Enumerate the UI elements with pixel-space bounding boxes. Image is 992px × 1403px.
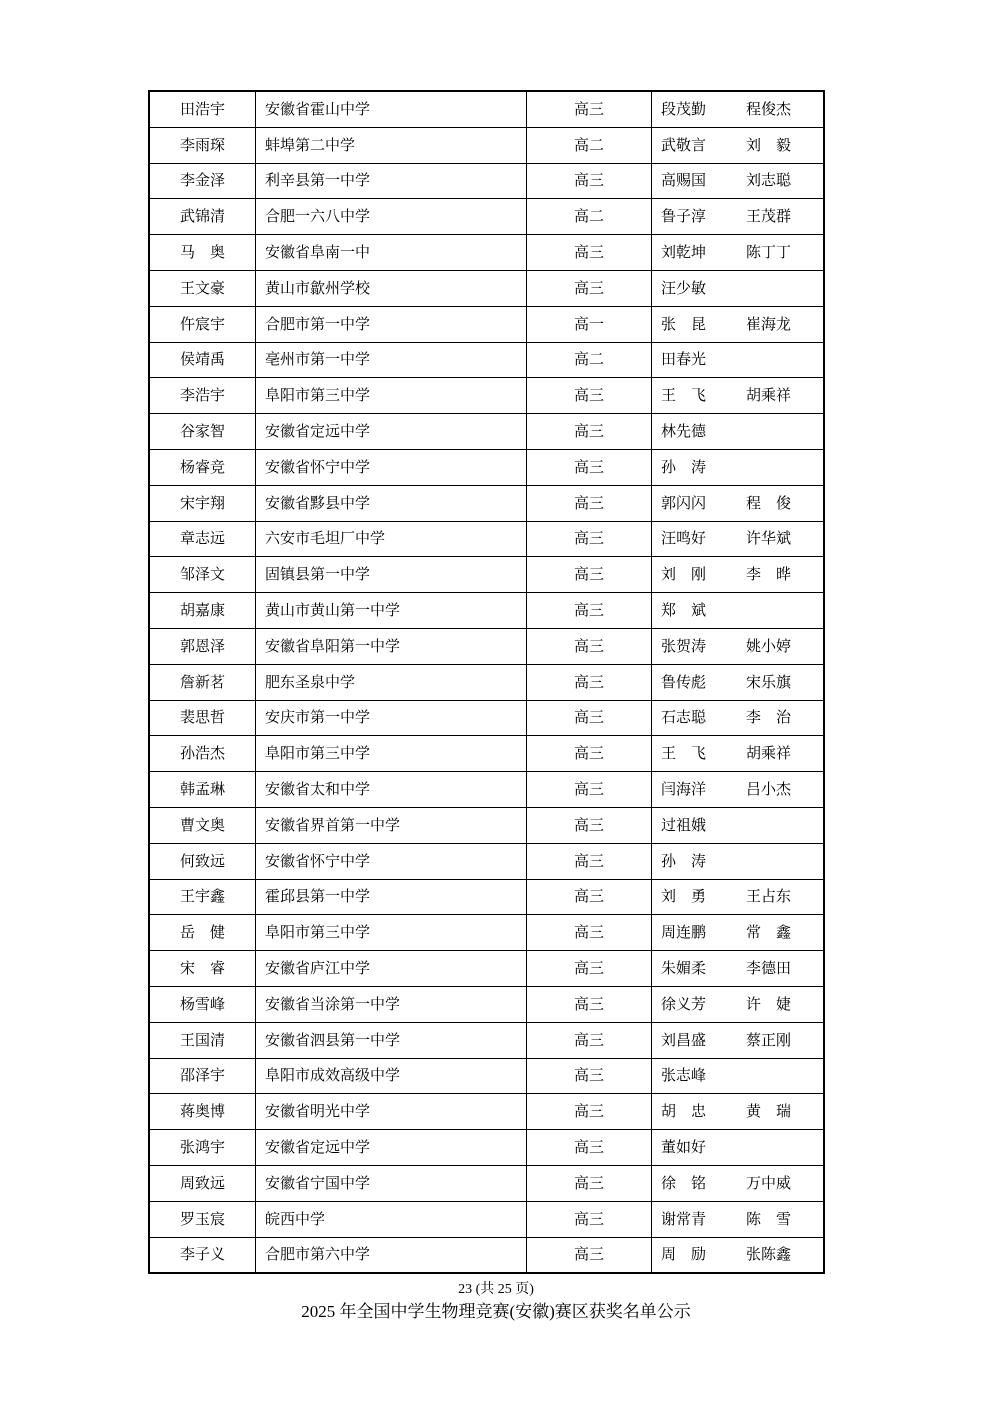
coaches — [652, 199, 825, 235]
coach-primary: 张志峰 — [661, 1066, 707, 1085]
coach-primary: 石志聪 — [661, 708, 707, 727]
coach-secondary: 万中威 — [746, 1173, 792, 1192]
coaches — [652, 736, 825, 772]
table-row — [149, 342, 824, 378]
coaches — [652, 378, 825, 414]
grade: 高三 — [527, 986, 652, 1022]
coaches — [652, 772, 825, 808]
school-name: 安徽省泗县第一中学 — [256, 1022, 527, 1058]
table-row — [149, 1165, 824, 1201]
grade: 高三 — [527, 1094, 652, 1130]
coach-primary: 王 飞 — [661, 744, 707, 763]
grade: 高三 — [527, 843, 652, 879]
coach-primary: 周连鹏 — [661, 923, 707, 942]
coach-primary: 武敬言 — [661, 135, 707, 154]
student-name: 田浩宇 — [149, 91, 256, 127]
student-name: 宋 睿 — [149, 951, 256, 987]
student-name: 杨雪峰 — [149, 986, 256, 1022]
coach-primary: 田春光 — [661, 350, 707, 369]
coaches — [652, 1094, 825, 1130]
coach-secondary: 王茂群 — [746, 207, 792, 226]
coach-primary: 董如好 — [661, 1138, 707, 1156]
student-name: 马 奥 — [149, 235, 256, 271]
school-name: 安徽省霍山中学 — [256, 91, 527, 127]
coaches — [652, 593, 825, 629]
table-row — [149, 915, 824, 951]
award-table — [148, 90, 825, 1274]
table-row — [149, 951, 824, 987]
coach-primary: 王 飞 — [661, 386, 707, 405]
coaches — [652, 628, 825, 664]
student-name: 张鸿宇 — [149, 1130, 256, 1166]
coach-secondary: 陈 雪 — [746, 1209, 792, 1228]
coaches — [652, 235, 825, 271]
school-name: 阜阳市第三中学 — [256, 736, 527, 772]
table-row — [149, 807, 824, 843]
student-name: 谷家智 — [149, 414, 256, 450]
coaches — [652, 414, 825, 450]
table-row — [149, 378, 824, 414]
student-name: 宋宇翔 — [149, 485, 256, 521]
coaches — [652, 91, 825, 127]
school-name: 安庆市第一中学 — [256, 700, 527, 736]
student-name: 李子义 — [149, 1237, 256, 1273]
award-table-body — [149, 91, 824, 1273]
student-name: 侯靖禹 — [149, 342, 256, 378]
coach-primary: 谢常青 — [661, 1209, 707, 1228]
school-name: 安徽省阜阳第一中学 — [256, 628, 527, 664]
grade: 高二 — [527, 342, 652, 378]
school-name: 安徽省太和中学 — [256, 772, 527, 808]
student-name: 郭恩泽 — [149, 628, 256, 664]
school-name: 合肥市第六中学 — [256, 1237, 527, 1273]
school-name: 皖西中学 — [256, 1201, 527, 1237]
school-name: 霍邱县第一中学 — [256, 879, 527, 915]
school-name: 阜阳市第三中学 — [256, 378, 527, 414]
coach-primary: 刘昌盛 — [661, 1030, 707, 1049]
table-row — [149, 414, 824, 450]
coaches — [652, 485, 825, 521]
student-name: 李浩宇 — [149, 378, 256, 414]
grade: 高三 — [527, 664, 652, 700]
coaches — [652, 1022, 825, 1058]
coaches — [652, 664, 825, 700]
coaches — [652, 342, 825, 378]
coach-primary: 张 昆 — [661, 314, 707, 333]
table-row — [149, 664, 824, 700]
table-row — [149, 91, 824, 127]
coach-primary: 段茂勤 — [661, 99, 707, 118]
table-row — [149, 736, 824, 772]
table-row — [149, 270, 824, 306]
grade: 高三 — [527, 1058, 652, 1094]
coach-secondary: 许华斌 — [746, 529, 792, 548]
coaches — [652, 521, 825, 557]
student-name: 胡嘉康 — [149, 593, 256, 629]
grade: 高三 — [527, 1165, 652, 1201]
coaches — [652, 879, 825, 915]
school-name: 合肥一六八中学 — [256, 199, 527, 235]
grade: 高三 — [527, 485, 652, 521]
grade: 高三 — [527, 449, 652, 485]
school-name: 黄山市黄山第一中学 — [256, 593, 527, 629]
student-name: 裴思哲 — [149, 700, 256, 736]
student-name: 蒋奥博 — [149, 1094, 256, 1130]
coaches — [652, 1130, 825, 1166]
grade: 高二 — [527, 127, 652, 163]
grade: 高三 — [527, 521, 652, 557]
coach-secondary: 李 治 — [746, 708, 792, 727]
grade: 高三 — [527, 414, 652, 450]
coach-secondary: 陈丁丁 — [746, 243, 792, 262]
table-row — [149, 593, 824, 629]
coach-primary: 张贺涛 — [661, 636, 707, 655]
coach-primary: 汪少敏 — [661, 278, 707, 297]
school-name: 合肥市第一中学 — [256, 306, 527, 342]
grade: 高三 — [527, 1201, 652, 1237]
table-row — [149, 163, 824, 199]
student-name: 罗玉宸 — [149, 1201, 256, 1237]
school-name: 安徽省界首第一中学 — [256, 807, 527, 843]
table-row — [149, 199, 824, 235]
coaches — [652, 163, 825, 199]
grade: 高三 — [527, 736, 652, 772]
coaches — [652, 700, 825, 736]
student-name: 王文豪 — [149, 270, 256, 306]
grade: 高三 — [527, 915, 652, 951]
coach-secondary: 李德田 — [746, 959, 792, 978]
grade: 高一 — [527, 306, 652, 342]
coaches — [652, 951, 825, 987]
school-name: 安徽省宁国中学 — [256, 1165, 527, 1201]
school-name: 安徽省阜南一中 — [256, 235, 527, 271]
coaches — [652, 557, 825, 593]
table-row — [149, 521, 824, 557]
coach-secondary: 黄 瑞 — [746, 1102, 792, 1121]
coaches — [652, 1058, 825, 1094]
grade: 高二 — [527, 199, 652, 235]
student-name: 岳 健 — [149, 915, 256, 951]
coach-secondary: 许 婕 — [746, 994, 792, 1013]
school-name: 安徽省怀宁中学 — [256, 843, 527, 879]
table-row — [149, 700, 824, 736]
student-name: 邹泽文 — [149, 557, 256, 593]
coach-secondary: 宋乐旗 — [746, 672, 792, 691]
coach-secondary: 程 俊 — [746, 493, 792, 512]
grade: 高三 — [527, 951, 652, 987]
coaches — [652, 986, 825, 1022]
table-row — [149, 1058, 824, 1094]
student-name: 孙浩杰 — [149, 736, 256, 772]
grade: 高三 — [527, 772, 652, 808]
table-row — [149, 306, 824, 342]
coach-primary: 孙 涛 — [661, 851, 707, 870]
coach-secondary: 吕小杰 — [746, 780, 792, 799]
coaches — [652, 270, 825, 306]
coach-secondary: 崔海龙 — [746, 314, 792, 333]
coach-secondary: 姚小婷 — [746, 636, 792, 655]
student-name: 李金泽 — [149, 163, 256, 199]
coaches — [652, 1165, 825, 1201]
school-name: 蚌埠第二中学 — [256, 127, 527, 163]
grade: 高三 — [527, 879, 652, 915]
coach-primary: 徐 铭 — [661, 1173, 707, 1192]
coach-primary: 高赐国 — [661, 171, 707, 190]
student-name: 詹新茗 — [149, 664, 256, 700]
coach-primary: 孙 涛 — [661, 457, 707, 476]
school-name: 安徽省当涂第一中学 — [256, 986, 527, 1022]
student-name: 邵泽宇 — [149, 1058, 256, 1094]
coaches — [652, 807, 825, 843]
coach-primary: 闫海洋 — [661, 780, 707, 799]
coach-secondary: 刘志聪 — [746, 171, 792, 190]
table-row — [149, 879, 824, 915]
coaches — [652, 449, 825, 485]
coach-primary: 郑 斌 — [661, 601, 707, 620]
grade: 高三 — [527, 807, 652, 843]
coach-primary: 过祖娥 — [661, 815, 707, 834]
coach-primary: 刘 刚 — [661, 565, 707, 584]
coach-secondary: 蔡正刚 — [746, 1030, 792, 1049]
grade: 高三 — [527, 378, 652, 414]
student-name: 王国清 — [149, 1022, 256, 1058]
table-row — [149, 235, 824, 271]
table-row — [149, 986, 824, 1022]
school-name: 阜阳市成效高级中学 — [256, 1058, 527, 1094]
student-name: 仵宸宇 — [149, 306, 256, 342]
school-name: 固镇县第一中学 — [256, 557, 527, 593]
table-row — [149, 127, 824, 163]
coaches — [652, 127, 825, 163]
table-row — [149, 843, 824, 879]
coach-primary: 刘乾坤 — [661, 243, 707, 262]
coaches — [652, 1237, 825, 1273]
student-name: 何致远 — [149, 843, 256, 879]
coach-primary: 徐义芳 — [661, 994, 707, 1013]
school-name: 安徽省明光中学 — [256, 1094, 527, 1130]
document-title: 2025 年全国中学生物理竞赛(安徽)赛区获奖名单公示 — [301, 1302, 691, 1321]
school-name: 黄山市歙州学校 — [256, 270, 527, 306]
grade: 高三 — [527, 700, 652, 736]
table-row — [149, 449, 824, 485]
school-name: 肥东圣泉中学 — [256, 664, 527, 700]
student-name: 李雨琛 — [149, 127, 256, 163]
coaches — [652, 915, 825, 951]
coach-secondary: 胡乘祥 — [746, 386, 792, 405]
grade: 高三 — [527, 1022, 652, 1058]
coaches — [652, 306, 825, 342]
coach-primary: 周 励 — [661, 1245, 707, 1264]
coach-secondary: 程俊杰 — [746, 99, 792, 118]
table-row — [149, 1094, 824, 1130]
grade: 高三 — [527, 1130, 652, 1166]
table-row — [149, 1130, 824, 1166]
school-name: 安徽省黟县中学 — [256, 485, 527, 521]
coach-secondary: 胡乘祥 — [746, 744, 792, 763]
student-name: 曹文奥 — [149, 807, 256, 843]
coach-primary: 林先德 — [661, 422, 707, 441]
coach-primary: 汪鸣好 — [661, 529, 707, 548]
table-row — [149, 1237, 824, 1273]
table-row — [149, 628, 824, 664]
school-name: 安徽省定远中学 — [256, 414, 527, 450]
coach-secondary: 刘 毅 — [746, 135, 792, 154]
coach-primary: 鲁子淳 — [661, 207, 707, 226]
school-name: 安徽省庐江中学 — [256, 951, 527, 987]
school-name: 阜阳市第三中学 — [256, 915, 527, 951]
grade: 高三 — [527, 593, 652, 629]
student-name: 章志远 — [149, 521, 256, 557]
student-name: 杨睿竞 — [149, 449, 256, 485]
grade: 高三 — [527, 1237, 652, 1273]
table-row — [149, 772, 824, 808]
student-name: 王宇鑫 — [149, 879, 256, 915]
coach-secondary: 王占东 — [746, 887, 792, 906]
coach-primary: 鲁传彪 — [661, 672, 707, 691]
coach-secondary: 李 晔 — [746, 565, 792, 584]
coach-primary: 胡 忠 — [661, 1102, 707, 1121]
page-number: 23 (共 25 页) — [458, 1282, 534, 1297]
school-name: 安徽省怀宁中学 — [256, 449, 527, 485]
table-row — [149, 1022, 824, 1058]
student-name: 周致远 — [149, 1165, 256, 1201]
coach-primary: 刘 勇 — [661, 887, 707, 906]
student-name: 韩孟琳 — [149, 772, 256, 808]
table-row — [149, 485, 824, 521]
school-name: 六安市毛坦厂中学 — [256, 521, 527, 557]
grade: 高三 — [527, 235, 652, 271]
table-row — [149, 1201, 824, 1237]
grade: 高三 — [527, 270, 652, 306]
coaches — [652, 843, 825, 879]
table-row — [149, 557, 824, 593]
school-name: 安徽省定远中学 — [256, 1130, 527, 1166]
coaches — [652, 1201, 825, 1237]
coach-primary: 朱媚柔 — [661, 959, 707, 978]
grade: 高三 — [527, 163, 652, 199]
coach-secondary: 常 鑫 — [746, 923, 792, 942]
school-name: 利辛县第一中学 — [256, 163, 527, 199]
grade: 高三 — [527, 557, 652, 593]
school-name: 亳州市第一中学 — [256, 342, 527, 378]
grade: 高三 — [527, 91, 652, 127]
coach-secondary: 张陈鑫 — [746, 1245, 792, 1264]
student-name: 武锦清 — [149, 199, 256, 235]
grade: 高三 — [527, 628, 652, 664]
coach-primary: 郭闪闪 — [661, 493, 707, 512]
